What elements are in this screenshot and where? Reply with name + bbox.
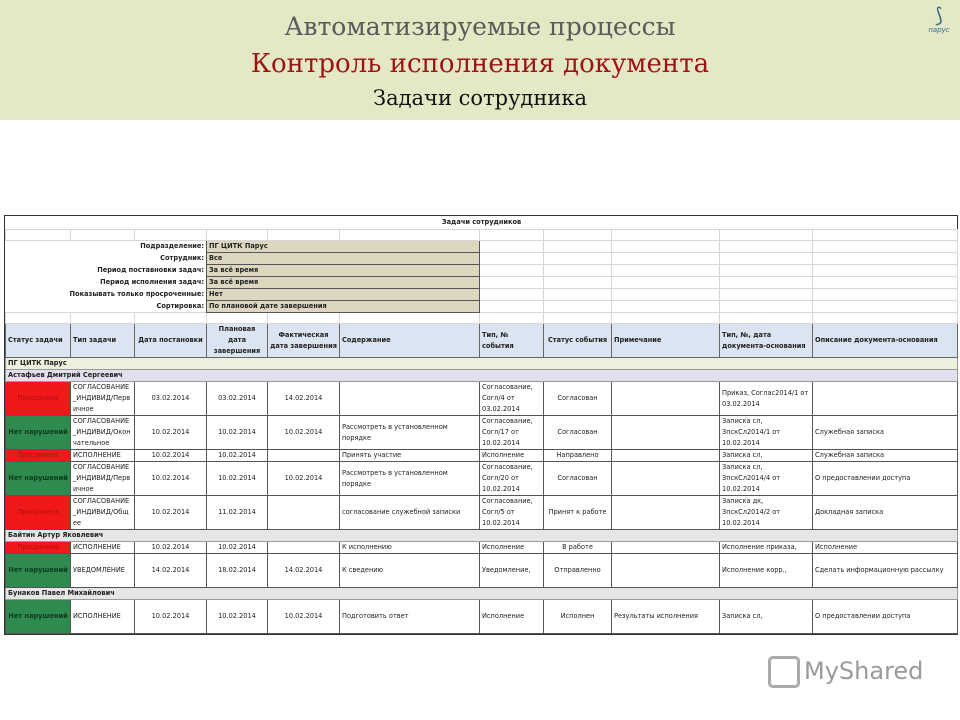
empty-cell[interactable] [544,313,612,324]
table-cell[interactable]: СОГЛАСОВАНИЕ_ИНДИВИД/Первичное [71,382,135,416]
empty-cell[interactable] [813,301,958,313]
table-cell[interactable]: В работе [544,542,612,554]
column-header[interactable]: Плановая дата завершения [207,324,268,358]
param-value[interactable]: По плановой дате завершения [207,301,480,313]
table-cell[interactable]: Уведомление, [480,554,544,588]
employee-row [6,588,958,600]
empty-cell[interactable] [207,230,268,241]
table-cell[interactable]: 10.02.2014 [268,462,340,496]
table-cell[interactable] [612,416,720,450]
table-cell[interactable] [612,462,720,496]
group-row [6,358,958,370]
table-cell[interactable]: 10.02.2014 [135,496,207,530]
column-header[interactable]: Описание документа-основания [813,324,958,358]
empty-cell[interactable] [207,313,268,324]
table-cell[interactable] [268,496,340,530]
table-cell[interactable]: Исполнен [544,600,612,634]
table-cell[interactable]: Служебная записка [813,416,958,450]
table-cell[interactable]: Подготовить ответ [340,600,480,634]
table-cell[interactable]: Приказ, Соглас2014/1 от 03.02.2014 [720,382,813,416]
param-label: Показывать только просроченные: [69,290,204,298]
param-value[interactable]: ПГ ЦИТК Парус [207,241,480,253]
spreadsheet [4,215,958,635]
empty-cell[interactable] [480,253,544,265]
employee-name: Астафьев Дмитрий Сергеевич [6,370,958,382]
employee-name: Байтин Артур Яковлевич [6,530,958,542]
table-cell[interactable]: 14.02.2014 [268,382,340,416]
table-cell[interactable]: Согласован [544,382,612,416]
column-header[interactable]: Статус задачи [6,324,71,358]
table-cell[interactable]: 14.02.2014 [135,554,207,588]
param-row [6,265,958,277]
table-cell[interactable]: 10.02.2014 [268,416,340,450]
empty-cell[interactable] [813,313,958,324]
param-label: Сотрудник: [160,254,204,262]
empty-cell[interactable] [612,277,720,289]
empty-cell[interactable] [813,277,958,289]
param-value[interactable]: За всё время [207,265,480,277]
table-cell[interactable]: Исполнение [480,542,544,554]
table-cell[interactable]: 10.02.2014 [207,600,268,634]
empty-cell[interactable] [544,265,612,277]
empty-cell[interactable] [720,265,813,277]
empty-cell[interactable] [480,289,544,301]
table-cell[interactable]: К сведению [340,554,480,588]
table-cell[interactable]: О предоставлении доступа [813,600,958,634]
table-cell[interactable]: 11.02.2014 [207,496,268,530]
param-row [6,241,958,253]
table-cell[interactable]: Исполнение [480,450,544,462]
empty-cell[interactable] [6,230,71,241]
table-cell[interactable]: Рассмотреть в установленном порядке [340,462,480,496]
watermark [768,656,923,688]
empty-cell[interactable] [544,301,612,313]
empty-cell[interactable] [480,265,544,277]
watermark-text: MyShared [804,657,924,685]
empty-cell[interactable] [71,313,135,324]
table-row[interactable] [6,462,958,496]
empty-cell[interactable] [480,277,544,289]
empty-cell[interactable] [720,253,813,265]
empty-cell[interactable] [480,301,544,313]
empty-cell[interactable] [268,313,340,324]
empty-cell[interactable] [720,313,813,324]
table-cell[interactable] [612,450,720,462]
table-cell[interactable]: 03.02.2014 [207,382,268,416]
table-cell[interactable]: Результаты исполнения [612,600,720,634]
table-cell[interactable]: 18.02.2014 [207,554,268,588]
table-cell[interactable] [268,450,340,462]
employee-row [6,370,958,382]
table-cell[interactable]: 10.02.2014 [135,416,207,450]
status-badge[interactable]: Нет нарушений [6,462,71,496]
table-cell[interactable]: Сделать информационную рассылку [813,554,958,588]
empty-cell[interactable] [340,230,480,241]
logo-text: парус [928,26,950,34]
empty-cell[interactable] [544,289,612,301]
empty-cell[interactable] [813,265,958,277]
param-label: Период поставновки задач: [97,266,204,274]
table-cell[interactable]: 10.02.2014 [207,462,268,496]
table-cell[interactable]: К исполнению [340,542,480,554]
empty-cell[interactable] [480,313,544,324]
table-row[interactable] [6,450,958,462]
header-band [0,0,960,120]
empty-cell[interactable] [720,301,813,313]
table-cell[interactable]: ИСПОЛНЕНИЕ [71,542,135,554]
table-cell[interactable]: Записка сл, ЗпскСл2014/4 от 10.02.2014 [720,462,813,496]
table-cell[interactable]: СОГЛАСОВАНИЕ_ИНДИВИД/Общее [71,496,135,530]
table-cell[interactable]: Исполнение приказа, [720,542,813,554]
table-cell[interactable]: 10.02.2014 [135,450,207,462]
table-cell[interactable] [612,496,720,530]
table-cell[interactable]: Исполнение корр., [720,554,813,588]
table-row[interactable] [6,542,958,554]
sheet-title: Задачи сотрудников [441,218,522,226]
table-cell[interactable]: Записка сл, [720,600,813,634]
table-cell[interactable]: Рассмотреть в установленном порядке [340,416,480,450]
table-cell[interactable]: СОГЛАСОВАНИЕ_ИНДИВИД/Окончательное [71,416,135,450]
table-cell[interactable]: О предоставлении доступа [813,462,958,496]
table-cell[interactable]: УВЕДОМЛЕНИЕ [71,554,135,588]
empty-cell[interactable] [480,241,544,253]
status-badge[interactable]: Просрочена [6,450,71,462]
table-cell[interactable]: Согласован [544,462,612,496]
param-row [6,289,958,301]
table-cell[interactable]: Исполнение [480,600,544,634]
empty-cell[interactable] [612,241,720,253]
header-line2: Контроль исполнения документа [250,49,710,79]
table-cell[interactable]: ИСПОЛНЕНИЕ [71,600,135,634]
table-cell[interactable]: 10.02.2014 [135,462,207,496]
empty-cell[interactable] [135,230,207,241]
empty-cell[interactable] [340,313,480,324]
table-cell[interactable]: 14.02.2014 [268,554,340,588]
blank-row [6,313,958,324]
empty-cell[interactable] [813,289,958,301]
table-cell[interactable]: 10.02.2014 [135,600,207,634]
table-cell[interactable]: 03.02.2014 [135,382,207,416]
status-badge[interactable]: Нет нарушений [6,554,71,588]
table-cell[interactable] [340,382,480,416]
table-cell[interactable]: 10.02.2014 [207,450,268,462]
table-cell[interactable]: Служебная записка [813,450,958,462]
table-row[interactable] [6,416,958,450]
table-cell[interactable]: 10.02.2014 [207,416,268,450]
table-cell[interactable]: Согласование, Согл/20 от 10.02.2014 [480,462,544,496]
column-header-row [6,324,958,358]
param-label: Период исполнения задач: [100,278,204,286]
table-cell[interactable]: 10.02.2014 [207,542,268,554]
empty-cell[interactable] [544,241,612,253]
status-badge[interactable]: Просрочена [6,542,71,554]
column-header[interactable]: Фактическая дата завершения [268,324,340,358]
table-cell[interactable]: Исполнение [813,542,958,554]
group-name: ПГ ЦИТК Парус [6,358,958,370]
empty-cell[interactable] [813,241,958,253]
table-cell[interactable] [813,382,958,416]
column-header[interactable]: Тип, № события [480,324,544,358]
param-row [6,277,958,289]
empty-cell[interactable] [612,265,720,277]
column-header[interactable]: Статус события [544,324,612,358]
sheet-title-row [6,216,958,230]
parus-logo [922,4,956,40]
status-badge[interactable]: Нет нарушений [6,600,71,634]
empty-cell[interactable] [612,301,720,313]
empty-cell[interactable] [612,253,720,265]
table-cell[interactable]: Согласование, Согл/5 от 10.02.2014 [480,496,544,530]
table-cell[interactable]: Записка дк, ЗпскСл2014/2 от 10.02.2014 [720,496,813,530]
table-cell[interactable]: согласование служебной записки [340,496,480,530]
table-cell[interactable]: Записка сл, ЗпскСл2014/1 от 10.02.2014 [720,416,813,450]
column-header[interactable]: Тип, №, дата документа-основания [720,324,813,358]
empty-cell[interactable] [480,230,544,241]
table-cell[interactable]: 10.02.2014 [268,600,340,634]
empty-cell[interactable] [813,230,958,241]
empty-cell[interactable] [720,289,813,301]
empty-cell[interactable] [71,230,135,241]
employee-row [6,530,958,542]
column-header[interactable]: Тип задачи [71,324,135,358]
table-cell[interactable]: Согласование, Согл/4 от 03.02.2014 [480,382,544,416]
empty-cell[interactable] [268,230,340,241]
empty-cell[interactable] [612,230,720,241]
table-cell[interactable]: 10.02.2014 [135,542,207,554]
table-cell[interactable] [612,542,720,554]
table-row[interactable] [6,554,958,588]
table-cell[interactable]: Принять участие [340,450,480,462]
table-cell[interactable]: Записка сл, [720,450,813,462]
param-value[interactable]: Все [207,253,480,265]
table-cell[interactable]: Согласован [544,416,612,450]
table-cell[interactable] [612,382,720,416]
column-header[interactable]: Примечание [612,324,720,358]
column-header[interactable]: Дата постановки [135,324,207,358]
table-row[interactable] [6,496,958,530]
empty-cell[interactable] [612,313,720,324]
presentation-icon [768,656,800,688]
table-cell[interactable]: Принят к работе [544,496,612,530]
empty-cell[interactable] [6,313,71,324]
param-label: Подразделение: [140,242,204,251]
param-row [6,253,958,265]
empty-cell[interactable] [720,230,813,241]
tasks-table [5,216,958,634]
table-cell[interactable]: Согласование, Согл/17 от 10.02.2014 [480,416,544,450]
header-line1: Автоматизируемые процессы [284,12,676,41]
table-cell[interactable]: СОГЛАСОВАНИЕ_ИНДИВИД/Первичное [71,462,135,496]
table-cell[interactable]: Докладная записка [813,496,958,530]
empty-cell[interactable] [612,289,720,301]
table-cell[interactable] [268,542,340,554]
param-value[interactable]: За всё время [207,277,480,289]
table-row[interactable] [6,600,958,634]
status-badge[interactable]: Просрочена [6,496,71,530]
blank-row [6,230,958,241]
employee-name: Бунаков Павел Михайлович [6,588,958,600]
table-cell[interactable]: ИСПОЛНЕНИЕ [71,450,135,462]
param-row [6,301,958,313]
empty-cell[interactable] [544,277,612,289]
column-header[interactable]: Содержание [340,324,480,358]
table-cell[interactable]: Направлено [544,450,612,462]
empty-cell[interactable] [720,241,813,253]
param-label: Сортировка: [156,301,204,310]
status-badge[interactable]: Просрочена [6,382,71,416]
empty-cell[interactable] [720,277,813,289]
param-value[interactable]: Нет [207,289,480,301]
table-cell[interactable] [612,554,720,588]
header-line3: Задачи сотрудника [373,86,587,110]
empty-cell[interactable] [544,230,612,241]
table-cell[interactable]: Отправленно [544,554,612,588]
status-badge[interactable]: Нет нарушений [6,416,71,450]
sail-icon: ⟆ [935,3,943,27]
empty-cell[interactable] [544,253,612,265]
empty-cell[interactable] [135,313,207,324]
table-row[interactable] [6,382,958,416]
empty-cell[interactable] [813,253,958,265]
